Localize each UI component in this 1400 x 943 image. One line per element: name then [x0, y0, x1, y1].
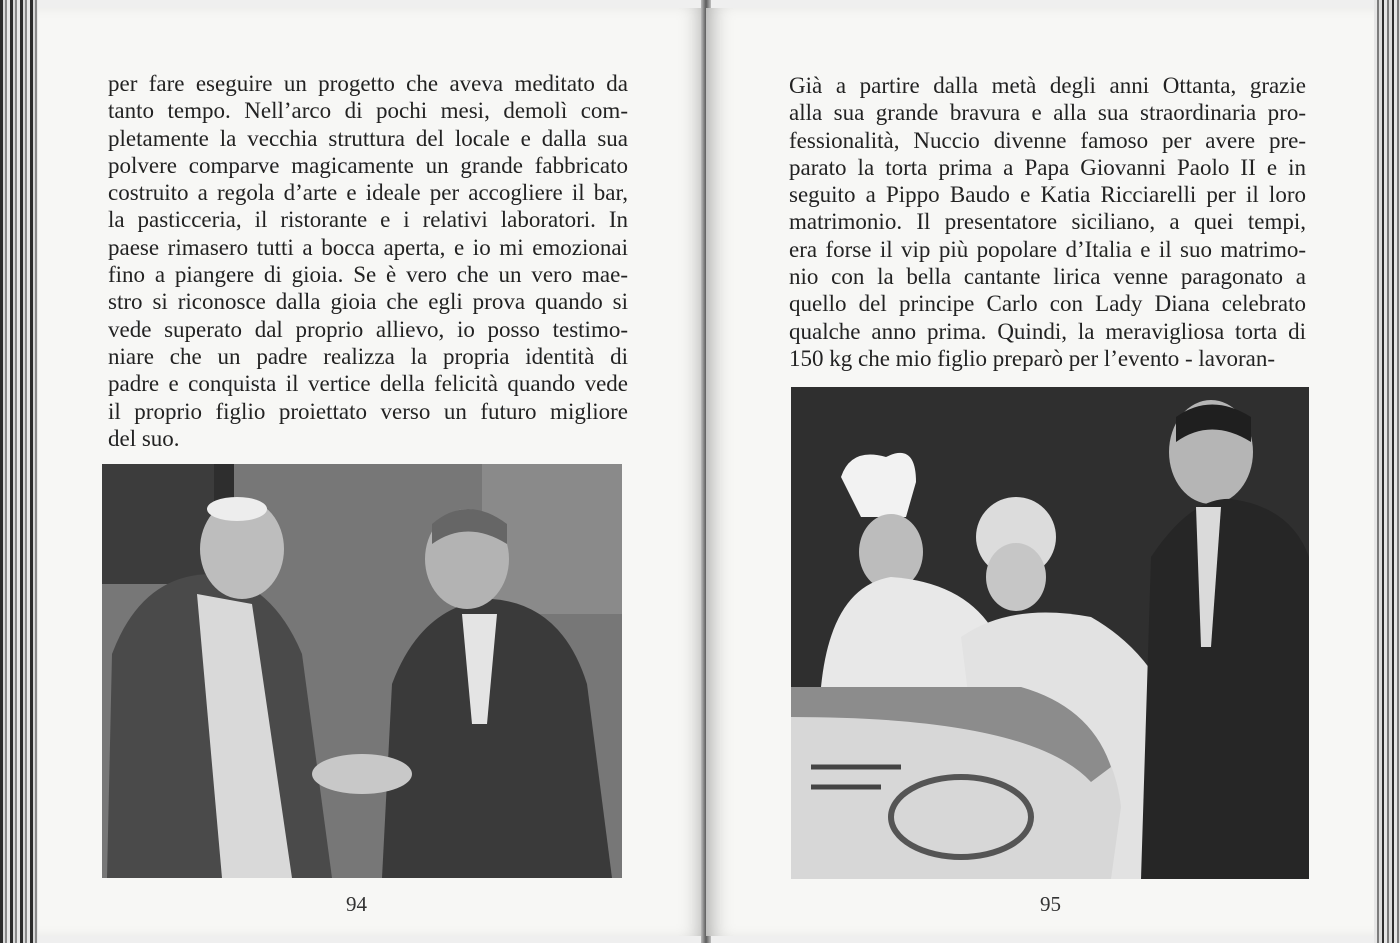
left-text-line: fino a piangere di gioia. Se è vero che un vero mae-: [108, 262, 628, 288]
right-text-line: quello del principe Carlo con Lady Diana celebrato: [789, 291, 1306, 317]
right-text-line: era forse il vip più popolare d’Italia e il suo matrimo-: [789, 236, 1306, 262]
left-text-line: padre e conquista il vertice della felicità quando vede: [108, 371, 628, 397]
page-stack-right: [1374, 0, 1400, 943]
right-text-line: matrimonio. Il presentatore siciliano, a quei tempi,: [789, 209, 1306, 235]
left-text-line: per fare eseguire un progetto che aveva meditato da: [108, 71, 628, 96]
left-text-line: il proprio figlio proiettato verso un futuro migliore: [108, 398, 628, 424]
right-text-line: qualche anno prima. Quindi, la meravigliosa torta di: [789, 318, 1306, 344]
left-text-line: stro si riconosce dalla gioia che egli prova quando si: [108, 289, 628, 315]
left-text-line: pletamente la vecchia struttura del locale e dalla sua: [108, 125, 628, 151]
photo-pope-handshake-image: [102, 464, 622, 878]
left-text-line: niare che un padre realizza la propria identità di: [108, 343, 628, 369]
left-page-text: [108, 70, 628, 452]
right-text-line: parato la torta prima a Papa Giovanni Paolo II e in: [789, 154, 1306, 180]
right-text-line: nio con la bella cantante lirica venne paragonato a: [789, 264, 1306, 290]
photo-wedding-cake-image: [791, 387, 1309, 879]
right-text-line: 150 kg che mio figlio preparò per l’evento - lavoran-: [789, 345, 1276, 371]
left-text-line: tanto tempo. Nell’arco di pochi mesi, demolì com-: [108, 98, 628, 124]
left-text-line: vede superato dal proprio allievo, io posso testimo-: [108, 316, 628, 342]
page-stack-left: [0, 0, 38, 943]
right-text-line: seguito a Pippo Baudo e Katia Ricciarelli per il loro: [789, 182, 1306, 208]
left-page: [38, 8, 706, 936]
left-text-line: polvere comparve magicamente un grande fabbricato: [108, 152, 628, 178]
left-text-line: paese rimasero tutti a bocca aperta, e io mi emozionai: [108, 234, 628, 260]
right-page: [706, 8, 1374, 936]
left-text-line: la pasticceria, il ristorante e i relativi laboratori. In: [108, 207, 628, 233]
photo-pope-handshake: [102, 464, 622, 878]
right-text-line: Già a partire dalla metà degli anni Ottanta, grazie: [789, 73, 1306, 98]
right-text-line: fessionalità, Nuccio divenne famoso per avere pre-: [789, 127, 1306, 153]
page-number-right: 95: [1040, 892, 1061, 916]
photo-wedding-cake: [791, 387, 1309, 879]
left-text-line: del suo.: [108, 425, 180, 451]
right-page-text: [789, 72, 1306, 372]
right-text-line: alla sua grande bravura e alla sua straordinaria pro-: [789, 100, 1306, 126]
left-text-line: costruito a regola d’arte e ideale per accogliere il bar,: [108, 180, 628, 206]
page-number-left: 94: [346, 892, 367, 916]
